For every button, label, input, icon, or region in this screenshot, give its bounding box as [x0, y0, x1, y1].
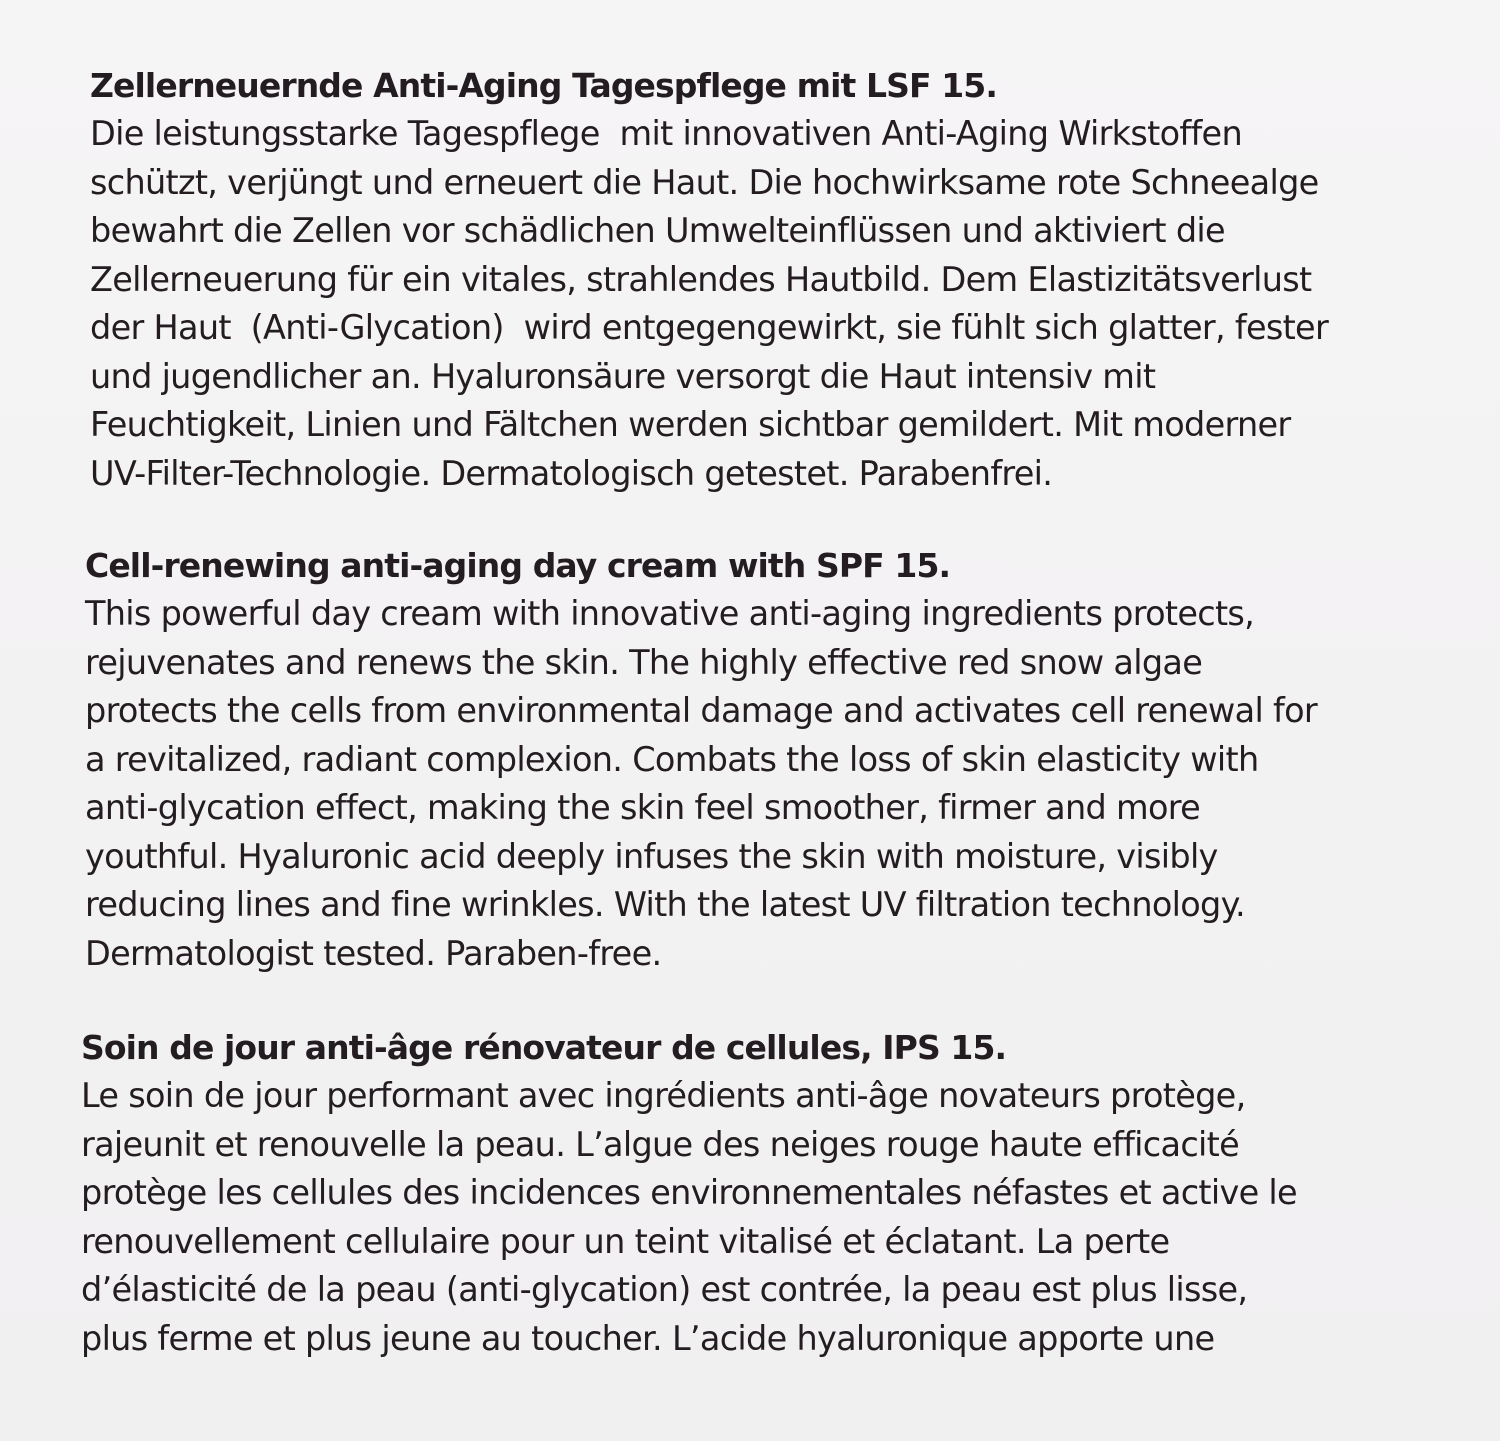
body-line: bewahrt die Zellen vor schädlichen Umwelteinflüssen und aktiviert die: [90, 211, 1225, 250]
body-line: plus ferme et plus jeune au toucher. L’acide hyaluronique apporte une: [81, 1318, 1215, 1358]
body-line: youthful. Hyaluronic acid deeply infuses the skin with moisture, visibly: [85, 836, 1218, 876]
body-line: Dermatologist tested. Paraben-free.: [85, 933, 662, 973]
section-english: [85, 542, 1475, 978]
body-line: protège les cellules des incidences environnementales néfastes et active le: [81, 1173, 1297, 1212]
body-line: Die leistungsstarke Tagespflege mit innovativen Anti-Aging Wirkstoffen: [90, 114, 1242, 153]
body-line: d’élasticité de la peau (anti-glycation) est contrée, la peau est plus lisse,: [81, 1270, 1248, 1309]
section-french: [81, 1024, 1471, 1363]
body-line: schützt, verjüngt und erneuert die Haut. Die hochwirksame rote Schneealge: [90, 162, 1319, 202]
section-german: [90, 62, 1480, 498]
body-line: rajeunit et renouvelle la peau. L’algue des neiges rouge haute efficacité: [81, 1124, 1240, 1164]
body-line: Feuchtigkeit, Linien und Fältchen werden sichtbar gemildert. Mit moderner: [90, 405, 1291, 444]
body-line: Zellerneuerung für ein vitales, strahlendes Hautbild. Dem Elastizitätsverlust: [90, 259, 1312, 299]
body-line: This powerful day cream with innovative anti-aging ingredients protects,: [85, 594, 1255, 633]
section-heading: Zellerneuernde Anti-Aging Tagespflege mit LSF 15.: [90, 66, 997, 105]
body-line: rejuvenates and renews the skin. The highly effective red snow algae: [85, 642, 1203, 682]
body-line: anti-glycation effect, making the skin feel smoother, firmer and more: [85, 788, 1200, 827]
section-heading: Cell-renewing anti-aging day cream with SPF 15.: [85, 546, 951, 585]
body-line: a revitalized, radiant complexion. Combats the loss of skin elasticity with: [85, 739, 1259, 779]
body-line: renouvellement cellulaire pour un teint vitalisé et éclatant. La perte: [81, 1221, 1170, 1261]
body-line: UV-Filter-Technologie. Dermatologisch getestet. Parabenfrei.: [90, 453, 1053, 493]
body-line: der Haut (Anti-Glycation) wird entgegengewirkt, sie fühlt sich glatter, fester: [90, 308, 1329, 347]
body-line: reducing lines and fine wrinkles. With the latest UV filtration technology.: [85, 885, 1245, 924]
body-line: und jugendlicher an. Hyaluronsäure versorgt die Haut intensiv mit: [90, 356, 1156, 396]
body-line: protects the cells from environmental damage and activates cell renewal for: [85, 691, 1317, 730]
section-heading: Soin de jour anti-âge rénovateur de cellules, IPS 15.: [81, 1028, 1007, 1067]
body-line: Le soin de jour performant avec ingrédients anti-âge novateurs protège,: [81, 1076, 1246, 1115]
